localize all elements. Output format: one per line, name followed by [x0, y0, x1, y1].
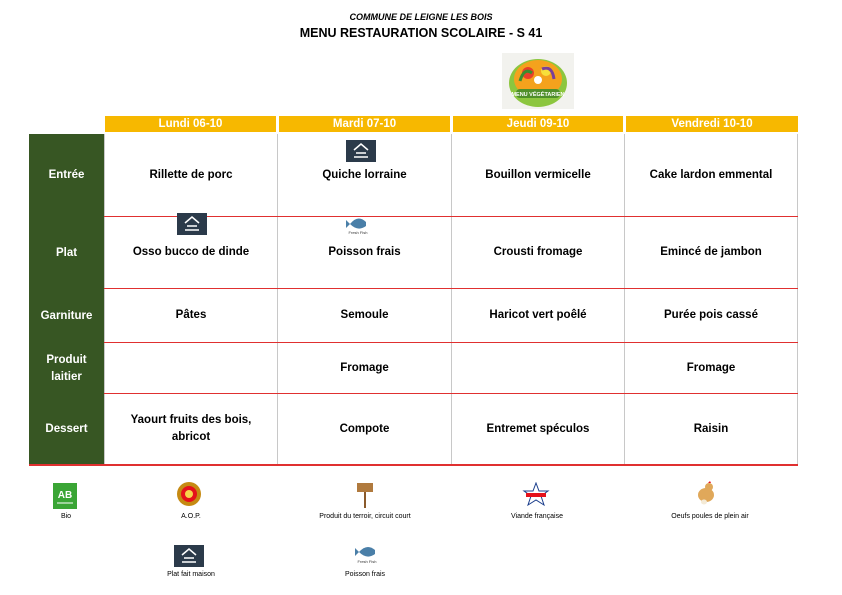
legend-label-aop: A.O.P.	[181, 513, 201, 520]
legend-label-poisson: Poisson frais	[344, 571, 386, 578]
row-label-garniture: Garniture	[29, 289, 104, 343]
fresh-fish-icon	[344, 212, 372, 236]
aop-icon	[176, 481, 202, 512]
menu-cell: Rillette de porc	[149, 168, 233, 181]
menu-cell: Emincé de jambon	[660, 246, 762, 258]
homemade-icon	[174, 545, 204, 567]
menu-cell: Fromage	[686, 361, 736, 374]
vegetarian-badge-text: MENU VÉGÉTARIEN	[511, 92, 565, 98]
legend-label-oeufs: Oeufs poules de plein air	[671, 513, 749, 520]
menu-cell: Raisin	[693, 422, 729, 435]
menu-cell: Bouillon vermicelle	[485, 168, 591, 181]
menu-cell	[452, 343, 624, 393]
bio-icon	[53, 483, 77, 514]
page-title: MENU RESTAURATION SCOLAIRE - S 41	[299, 26, 543, 40]
legend-label-bio: Bio	[60, 513, 72, 520]
legend-label-fait-maison: Plat fait maison	[167, 571, 215, 578]
day-header-3: Jeudi 09-10	[453, 116, 623, 132]
homemade-icon	[177, 213, 207, 235]
menu-cell: Yaourt fruits des bois, abricot	[130, 414, 252, 443]
grid-line	[797, 134, 798, 465]
row-label-entree: Entrée	[29, 134, 104, 217]
legend-label-viande: Viande française	[510, 513, 564, 520]
fresh-fish-text: Fresh Fish	[357, 559, 377, 564]
fresh-fish-icon	[353, 542, 381, 566]
row-label-produit-laitier: Produit laitier	[29, 343, 104, 394]
commune-name: COMMUNE DE LEIGNE LES BOIS	[349, 12, 493, 22]
menu-cell: Fromage	[340, 361, 389, 374]
free-range-hen-icon	[695, 480, 717, 511]
day-header-2: Mardi 07-10	[279, 116, 450, 132]
menu-cell	[105, 343, 277, 393]
bio-icon-text: AB	[57, 490, 73, 501]
table-bottom-border	[29, 464, 798, 466]
menu-cell: Poisson frais	[328, 246, 401, 258]
menu-cell: Crousti fromage	[493, 246, 583, 258]
french-meat-icon	[522, 482, 550, 513]
menu-cell: Quiche lorraine	[322, 168, 407, 181]
menu-cell: Osso bucco de dinde	[132, 246, 250, 258]
menu-cell: Haricot vert poêlé	[489, 309, 587, 321]
menu-cell: Compote	[339, 422, 390, 435]
terroir-sign-icon	[355, 480, 375, 513]
fresh-fish-text: Fresh Fish	[348, 230, 368, 235]
menu-cell: Purée pois cassé	[664, 309, 758, 321]
row-label-dessert: Dessert	[29, 394, 104, 465]
day-header-4: Vendredi 10-10	[626, 116, 798, 132]
vegetarian-menu-logo	[502, 53, 574, 109]
menu-cell: Entremet spéculos	[486, 422, 590, 435]
day-header-1: Lundi 06-10	[105, 116, 276, 132]
row-label-plat: Plat	[29, 217, 104, 289]
legend-label-terroir: Produit du terroir, circuit court	[319, 513, 411, 520]
menu-cell: Cake lardon emmental	[649, 168, 773, 181]
menu-cell: Semoule	[340, 309, 389, 321]
homemade-icon	[346, 140, 376, 162]
menu-cell: Pâtes	[175, 309, 207, 321]
